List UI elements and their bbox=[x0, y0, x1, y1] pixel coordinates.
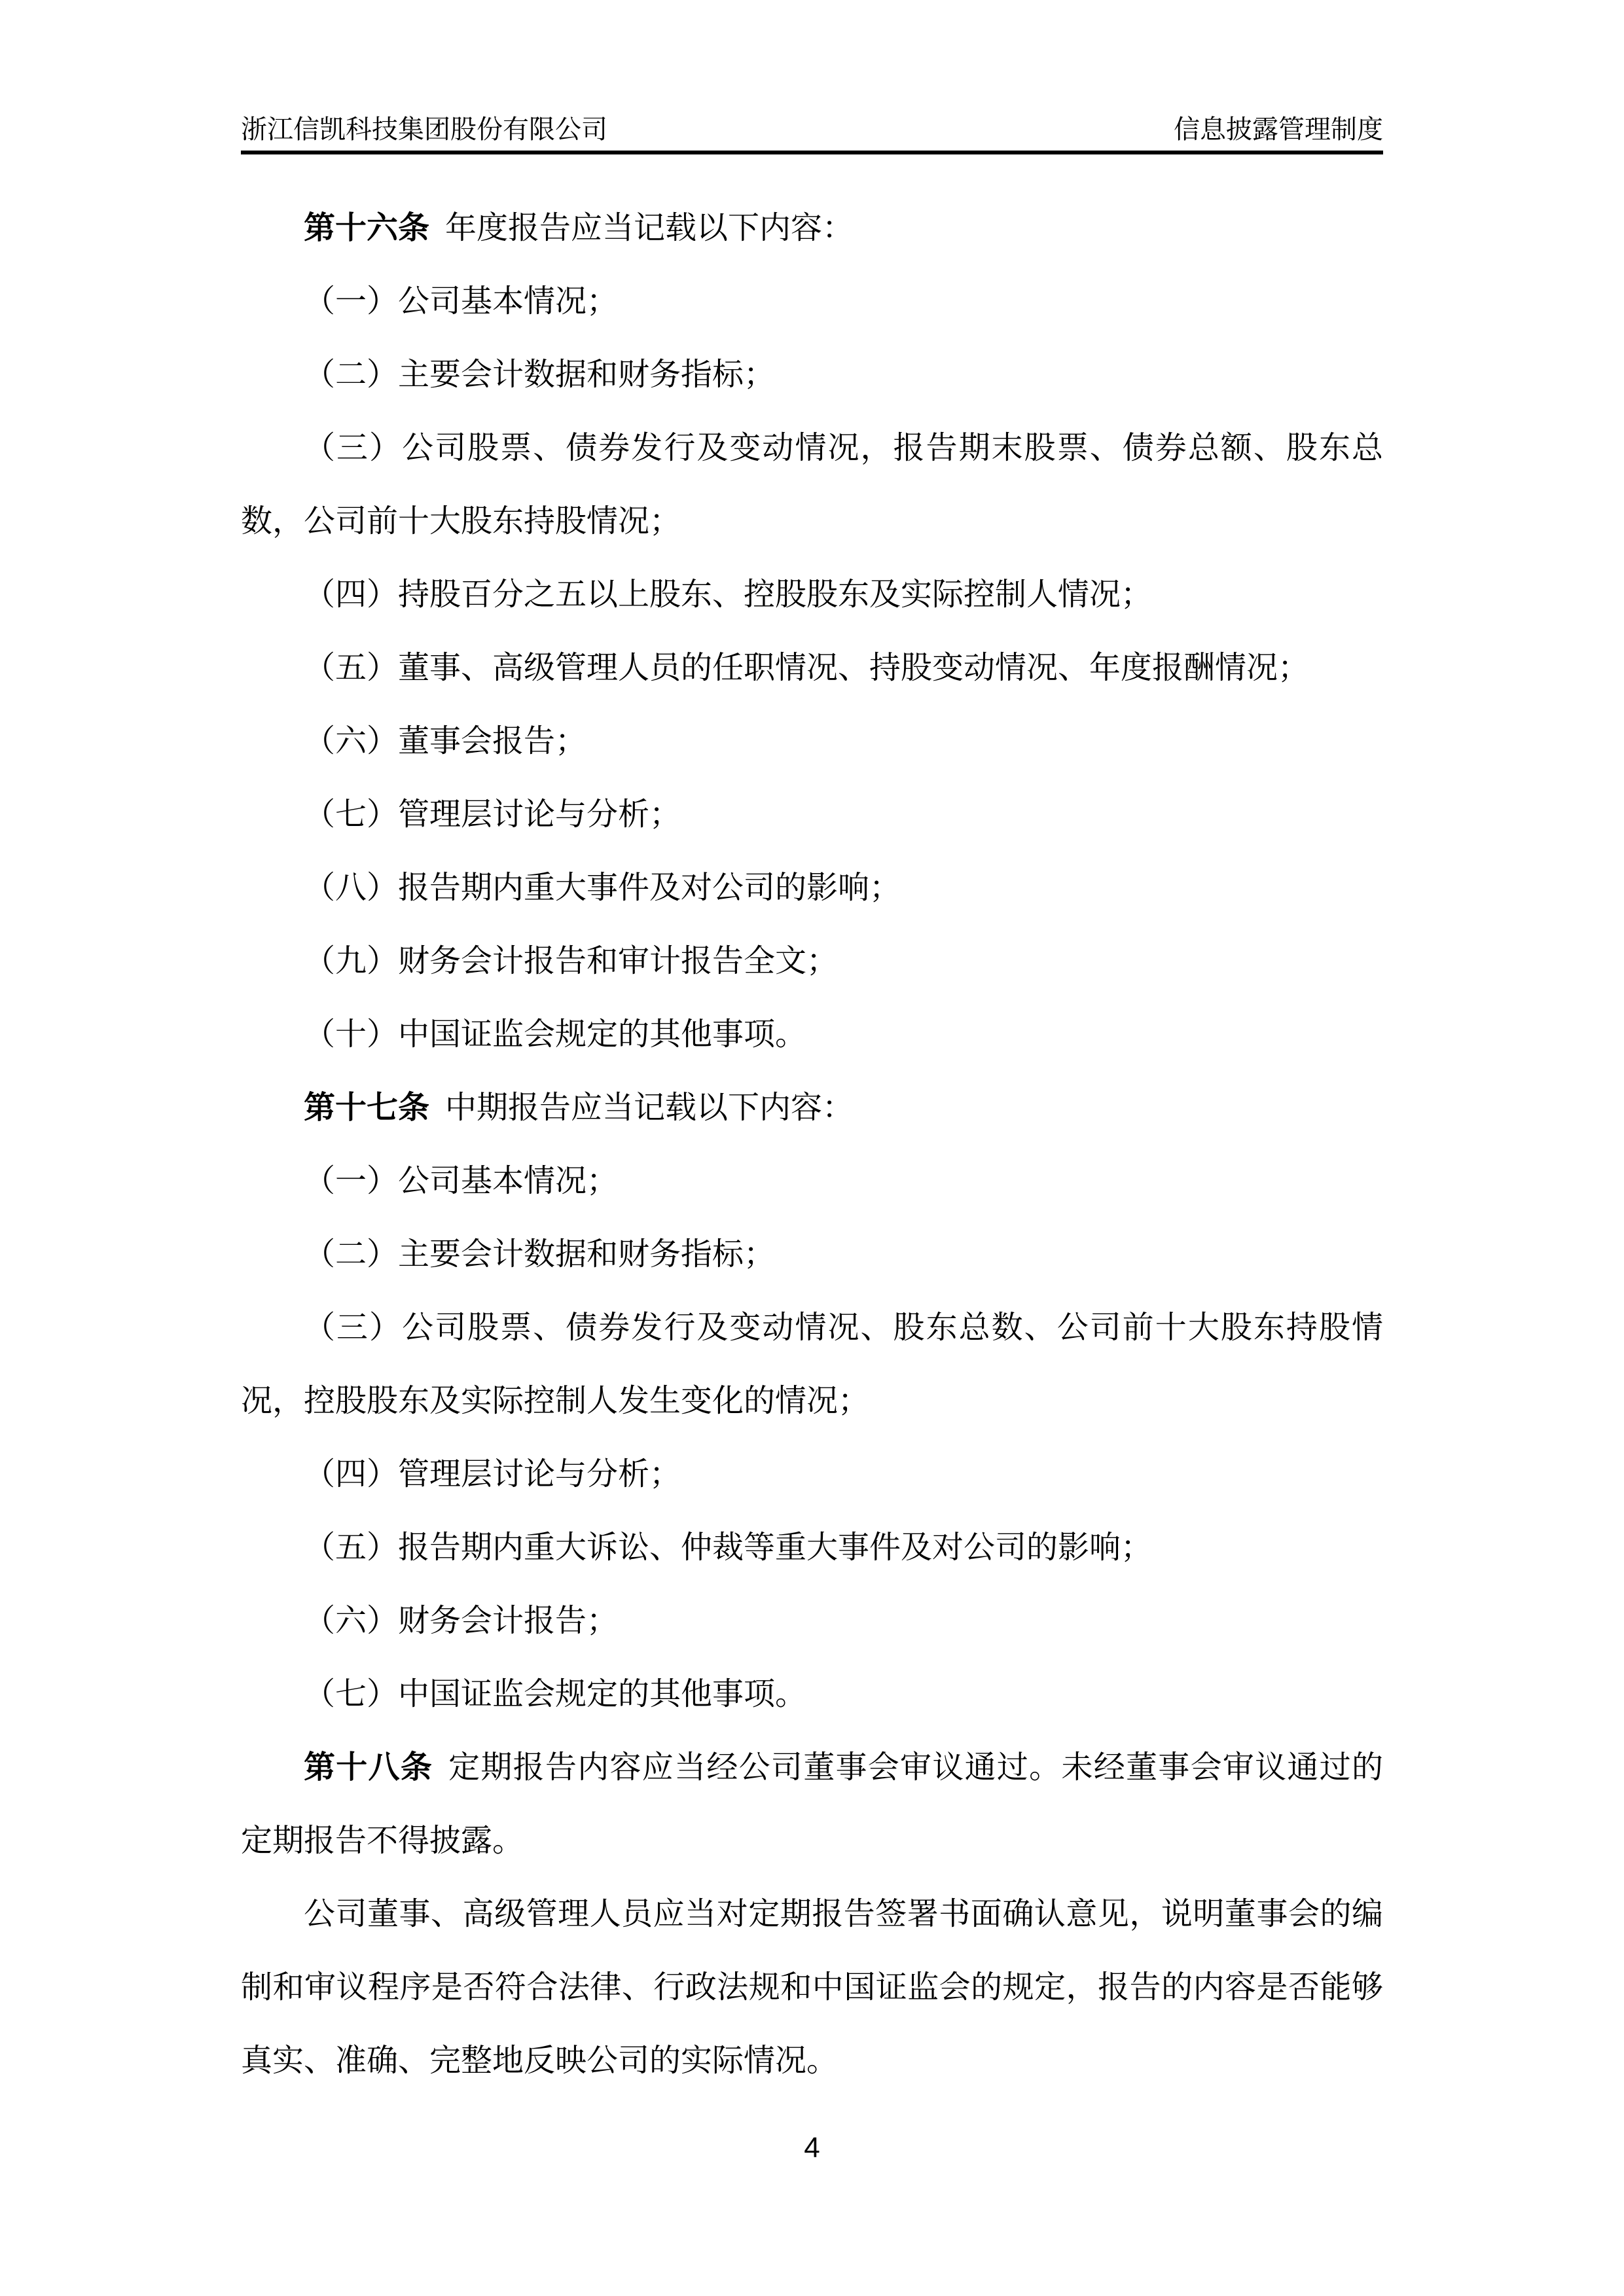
paragraph-text: （四）持股百分之五以上股东、控股股东及实际控制人情况； bbox=[304, 577, 1153, 612]
header-row bbox=[241, 115, 1383, 144]
paragraph bbox=[241, 998, 1383, 1071]
paragraph bbox=[241, 778, 1383, 852]
paragraph bbox=[241, 1291, 1383, 1438]
paragraph bbox=[241, 632, 1383, 705]
paragraph-text: （一）公司基本情况； bbox=[304, 1164, 619, 1198]
article-number: 第十八条 bbox=[304, 1750, 433, 1785]
document-title: 信息披露管理制度 bbox=[1174, 115, 1383, 144]
document-body bbox=[241, 192, 1383, 2098]
paragraph-text: （六）财务会计报告； bbox=[304, 1604, 619, 1638]
paragraph bbox=[241, 1218, 1383, 1291]
paragraph bbox=[241, 705, 1383, 778]
paragraph-text: 中期报告应当记载以下内容： bbox=[445, 1090, 854, 1125]
paragraph bbox=[241, 925, 1383, 998]
paragraph bbox=[241, 852, 1383, 925]
page-header bbox=[241, 115, 1383, 154]
paragraph-text: 年度报告应当记载以下内容： bbox=[445, 211, 854, 245]
paragraph bbox=[241, 1731, 1383, 1878]
paragraph-text: （九）财务会计报告和审计报告全文； bbox=[304, 944, 839, 978]
paragraph bbox=[241, 1585, 1383, 1658]
paragraph bbox=[241, 1878, 1383, 2098]
paragraph bbox=[241, 1071, 1383, 1145]
paragraph-text: （十）中国证监会规定的其他事项。 bbox=[304, 1017, 807, 1052]
paragraph bbox=[241, 1511, 1383, 1585]
paragraph bbox=[241, 265, 1383, 338]
paragraph-text: （三）公司股票、债券发行及变动情况，报告期末股票、债券总额、股东总数，公司前十大股东持股情况； bbox=[241, 431, 1383, 539]
article-number: 第十七条 bbox=[304, 1090, 430, 1125]
paragraph bbox=[241, 338, 1383, 412]
paragraph bbox=[241, 412, 1383, 558]
paragraph-text: （七）中国证监会规定的其他事项。 bbox=[304, 1677, 807, 1712]
header-divider bbox=[241, 151, 1383, 154]
page-number: 4 bbox=[804, 2132, 820, 2164]
paragraph bbox=[241, 558, 1383, 632]
paragraph-text: （四）管理层讨论与分析； bbox=[304, 1457, 681, 1492]
paragraph-text: （六）董事会报告； bbox=[304, 724, 587, 759]
paragraph-text: 公司董事、高级管理人员应当对定期报告签署书面确认意见，说明董事会的编制和审议程序是否符合法律、行政法规和中国证监会的规定，报告的内容是否能够真实、准确、完整地反映公司的实际情况。 bbox=[241, 1897, 1383, 2078]
paragraph-text: （二）主要会计数据和财务指标； bbox=[304, 1237, 776, 1272]
paragraph-text: （五）报告期内重大诉讼、仲裁等重大事件及对公司的影响； bbox=[304, 1530, 1153, 1565]
article-number: 第十六条 bbox=[304, 211, 430, 245]
paragraph-text: （二）主要会计数据和财务指标； bbox=[304, 357, 776, 392]
paragraph-text: 定期报告内容应当经公司董事会审议通过。未经董事会审议通过的定期报告不得披露。 bbox=[241, 1750, 1383, 1858]
paragraph-text: （七）管理层讨论与分析； bbox=[304, 797, 681, 832]
paragraph-text: （一）公司基本情况； bbox=[304, 284, 619, 319]
paragraph bbox=[241, 1658, 1383, 1731]
paragraph bbox=[241, 1438, 1383, 1511]
page-footer bbox=[0, 2132, 1624, 2164]
paragraph-text: （三）公司股票、债券发行及变动情况、股东总数、公司前十大股东持股情况，控股股东及实际控制人发生变化的情况； bbox=[241, 1310, 1383, 1418]
paragraph bbox=[241, 192, 1383, 265]
paragraph-text: （八）报告期内重大事件及对公司的影响； bbox=[304, 870, 901, 905]
paragraph-text: （五）董事、高级管理人员的任职情况、持股变动情况、年度报酬情况； bbox=[304, 651, 1310, 685]
paragraph bbox=[241, 1145, 1383, 1218]
company-name: 浙江信凯科技集团股份有限公司 bbox=[241, 115, 607, 144]
